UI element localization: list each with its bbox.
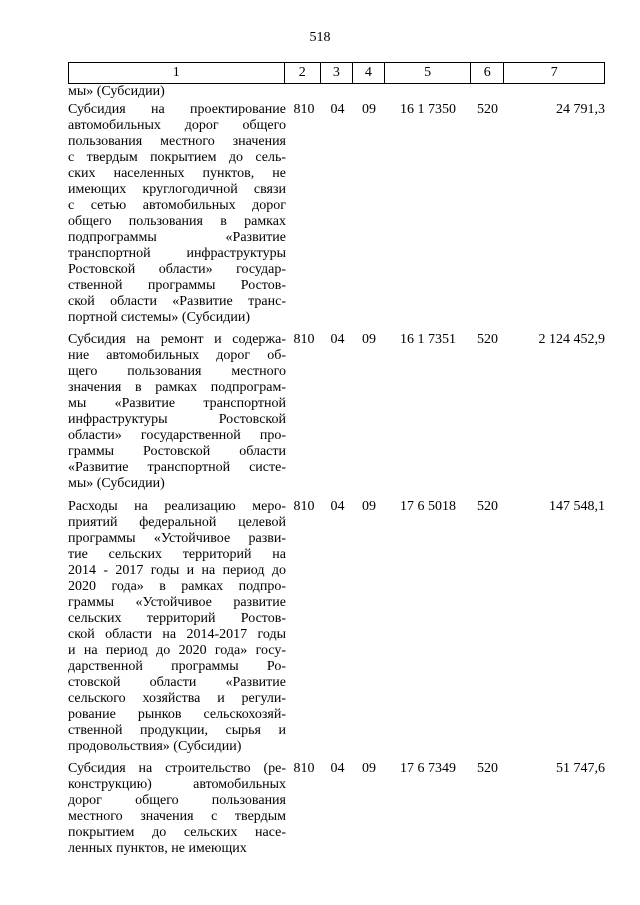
description-line: Субсидия на ремонт и содержа-	[68, 332, 286, 347]
header-col-1: 1	[69, 63, 285, 84]
table-row	[68, 84, 605, 100]
description-line: щего пользования местного	[68, 364, 286, 379]
target-article-code: 17 6 5018	[400, 499, 456, 514]
header-col-2: 2	[284, 63, 321, 84]
description-line: дарственной программы Ро-	[68, 659, 286, 674]
row-description	[68, 499, 286, 755]
section-code: 04	[330, 499, 345, 514]
description-line: автомобильных дорог общего	[68, 118, 286, 133]
description-line: программы «Устойчивое разви-	[68, 531, 286, 546]
description-line: дорог общего пользования	[68, 793, 286, 808]
target-article-code: 16 1 7350	[400, 102, 456, 117]
description-line: имеющих круглогодичной связи	[68, 182, 286, 197]
description-line: 2020 года» в рамках подпро-	[68, 579, 286, 594]
description-line: значения в рамках подпрограм-	[68, 380, 286, 395]
description-line: конструкцию) автомобильных	[68, 777, 286, 792]
header-col-6: 6	[470, 63, 504, 84]
header-col-7: 7	[504, 63, 605, 84]
amount: 24 791,3	[556, 102, 605, 117]
description-line: инфраструктуры Ростовской	[68, 412, 286, 427]
description-line: ленных пунктов, не имеющих	[68, 841, 247, 856]
expense-type-code: 520	[477, 102, 498, 117]
description-line: портной системы» (Субсидии)	[68, 310, 250, 325]
subsection-code: 09	[362, 332, 376, 347]
table-row	[68, 102, 605, 326]
amount: 147 548,1	[549, 499, 605, 514]
description-line: мы «Развитие транспортной	[68, 396, 286, 411]
amount	[504, 84, 605, 100]
subsection-code: 09	[362, 499, 376, 514]
ministry-code	[286, 84, 322, 100]
column-header-row	[68, 62, 605, 84]
description-line: общего пользования в рамках	[68, 214, 286, 229]
table-row	[68, 761, 605, 857]
expense-type-code: 520	[477, 332, 498, 347]
header-col-4: 4	[352, 63, 385, 84]
description-line: рование рынков сельскохозяй-	[68, 707, 286, 722]
section-code: 04	[330, 102, 345, 117]
subsection-code: 09	[362, 102, 376, 117]
row-description	[68, 761, 286, 857]
page-number: 518	[309, 30, 331, 45]
table-body	[68, 84, 605, 857]
description-line: мы» (Субсидии)	[68, 84, 165, 99]
ministry-code: 810	[293, 102, 315, 117]
description-line: 2014 - 2017 годы и на период до	[68, 563, 286, 578]
description-line: транспортной инфраструктуры	[68, 246, 286, 261]
description-line: пользования местного значения	[68, 134, 286, 149]
header-col-5: 5	[385, 63, 471, 84]
description-line: подпрограммы «Развитие	[68, 230, 286, 245]
description-line: и на период до 2020 года» госу-	[68, 643, 286, 658]
description-line: стовской области «Развитие	[68, 675, 286, 690]
description-line: Субсидия на строительство (ре-	[68, 761, 286, 776]
subsection-code	[353, 84, 385, 100]
description-line: ской области на 2014-2017 годы	[68, 627, 286, 642]
description-line: граммы Ростовской области	[68, 444, 286, 459]
amount: 2 124 452,9	[538, 332, 605, 347]
expense-type-code: 520	[477, 499, 498, 514]
description-line: ственной программы Ростов-	[68, 278, 286, 293]
description-line: сельских территорий Ростов-	[68, 611, 286, 626]
subsection-code: 09	[362, 761, 376, 776]
description-line: приятий федеральной целевой	[68, 515, 286, 530]
section-code	[322, 84, 353, 100]
amount: 51 747,6	[556, 761, 605, 776]
description-line: ской области «Развитие транс-	[68, 294, 286, 309]
description-line: области» государственной про-	[68, 428, 286, 443]
description-line: граммы «Устойчивое развитие	[68, 595, 286, 610]
section-code: 04	[330, 332, 345, 347]
target-article-code	[385, 84, 471, 100]
description-line: с сетью автомобильных дорог	[68, 198, 286, 213]
description-line: ских населенных пунктов, не	[68, 166, 286, 181]
expense-type-code	[471, 84, 504, 100]
target-article-code: 17 6 7349	[400, 761, 456, 776]
ministry-code: 810	[293, 761, 315, 776]
ministry-code: 810	[293, 332, 315, 347]
description-line: покрытием до сельских насе-	[68, 825, 286, 840]
description-line: местного значения с твердым	[68, 809, 286, 824]
header-col-3: 3	[321, 63, 353, 84]
target-article-code: 16 1 7351	[400, 332, 456, 347]
description-line: ние автомобильных дорог об-	[68, 348, 286, 363]
description-line: мы» (Субсидии)	[68, 476, 165, 491]
description-line: «Развитие транспортной систе-	[68, 460, 286, 475]
description-line: Расходы на реализацию меро-	[68, 499, 286, 514]
description-line: Субсидия на проектирование	[68, 102, 286, 117]
row-description	[68, 102, 286, 326]
table-row	[68, 332, 605, 492]
table-row	[68, 499, 605, 755]
ministry-code: 810	[293, 499, 315, 514]
row-description	[68, 84, 286, 100]
description-line: продовольствия» (Субсидии)	[68, 739, 242, 754]
description-line: с твердым покрытием до сель-	[68, 150, 286, 165]
row-description	[68, 332, 286, 492]
description-line: Ростовской области» государ-	[68, 262, 286, 277]
description-line: сельского хозяйства и регули-	[68, 691, 286, 706]
description-line: тие сельских территорий на	[68, 547, 286, 562]
section-code: 04	[330, 761, 345, 776]
expense-type-code: 520	[477, 761, 498, 776]
description-line: ственной продукции, сырья и	[68, 723, 286, 738]
